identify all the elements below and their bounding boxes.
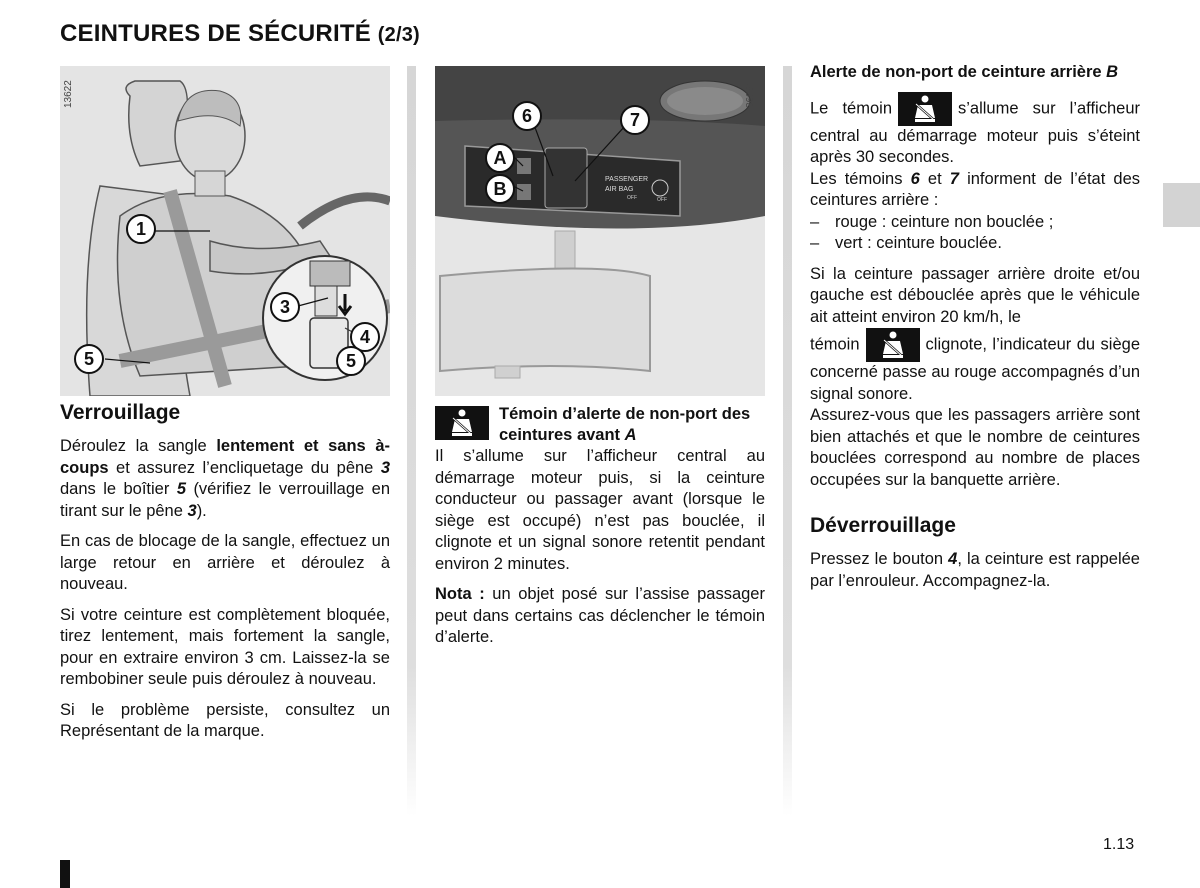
text: un objet posé sur l’assise passager peut dans certains cas déclencher le témoin d’alerte.: [435, 585, 765, 646]
rear-alert-heading: [810, 62, 1140, 84]
text-bold: lentement et sans à-coups: [60, 437, 391, 477]
callout-3: 3: [270, 292, 300, 322]
text: informent de l’état des ceintures arrière :: [810, 169, 1140, 209]
console-illustration: [435, 66, 765, 396]
text: s’allume sur l’afficheur central au démarrage moteur puis s’éteint après 30 secondes.: [810, 98, 1140, 166]
ref-A: A: [624, 426, 637, 444]
text: ).: [196, 501, 207, 520]
paragraph: [810, 92, 1140, 169]
text: Déroulez la sangle: [60, 437, 217, 455]
page-number: 1.13: [1103, 836, 1135, 853]
panel-text-passenger: PASSENGER: [605, 176, 649, 183]
ref-7: 7: [949, 169, 959, 188]
heading-deverrouillage: Déverrouillage: [810, 514, 956, 537]
page-title: [60, 20, 420, 48]
seatbelt-warning-icon: [866, 328, 920, 362]
text: rouge : ceinture non bouclée ;: [835, 212, 1054, 231]
panel-text-off: OFF: [657, 197, 667, 203]
ref-3: 3: [187, 501, 197, 520]
text: Les témoins: [810, 169, 911, 188]
text: dans le boîtier: [60, 480, 177, 498]
column-2: [435, 404, 765, 658]
paragraph: Si la ceinture passager arrière droite et/ou gauche est débouclée après que le véhicule ait atteint environ 20 km/h, le: [810, 264, 1140, 326]
callout-A: A: [485, 143, 515, 173]
callout-B: B: [485, 174, 515, 204]
list-item: [810, 212, 1140, 234]
paragraph: Il s’allume sur l’afficheur central au démarrage moteur puis, si la ceinture conducteur ou passager avant (lorsque le siège est occupé) n’est pas bouclée, il clignote et un signal sonore retentit pendant environ 2 minutes.: [435, 447, 765, 573]
ref-B: B: [1106, 63, 1119, 81]
nota-label: Nota :: [435, 585, 485, 603]
column-divider: [783, 66, 792, 816]
bullet-dash: –: [810, 212, 820, 231]
bullet-dash: –: [810, 234, 820, 252]
text: clignote, l’indicateur du siège concerné passe au rouge accompagnés d’un signal sonore.: [810, 335, 1140, 403]
text: Alerte de non-port de ceinture arrière: [810, 63, 1107, 81]
seatbelt-warning-icon: [435, 406, 489, 440]
paragraph: [810, 549, 1140, 592]
figure-seatbelt-driver: [60, 66, 390, 396]
paragraph: [810, 169, 1140, 212]
column-1: [60, 400, 390, 752]
text: , la ceinture est rappelée par l’enrouleur. Accompagnez-la.: [810, 550, 1140, 590]
heading-verrouillage: Verrouillage: [60, 401, 181, 424]
title-text: CEINTURES DE SÉCURITÉ: [60, 20, 371, 47]
text: et assurez l’encliquetage du pêne: [108, 458, 381, 477]
text: vert : ceinture bouclée.: [835, 234, 1002, 252]
figure-overhead-console: [435, 66, 765, 396]
callout-5: 5: [74, 344, 104, 374]
ref-6: 6: [910, 169, 920, 188]
paragraph: En cas de blocage de la sangle, effectuez un large retour en arrière et déroulez à nouveau.: [60, 532, 390, 593]
text: Le témoin: [810, 98, 892, 117]
list-item: [810, 233, 1140, 255]
text: témoin: [810, 335, 860, 354]
callout-7: 7: [620, 105, 650, 135]
figure-reference: 36981: [745, 80, 756, 108]
paragraph: [435, 584, 765, 649]
ref-5: 5: [176, 480, 186, 498]
column-3: [810, 62, 1140, 601]
paragraph: [810, 328, 1140, 405]
callout-1: 1: [126, 214, 156, 244]
panel-text-off: OFF: [627, 195, 637, 201]
callout-6: 6: [512, 101, 542, 131]
text: (vérifiez le verrouillage en tirant sur le pêne: [60, 480, 391, 520]
paragraph: Si le problème persiste, consultez un Représentant de la marque.: [60, 700, 390, 740]
figure-reference: 13622: [63, 80, 74, 108]
ref-4: 4: [948, 550, 958, 568]
chapter-tab: [1163, 183, 1200, 227]
text: Pressez le bouton: [810, 550, 949, 568]
column-divider: [407, 66, 416, 816]
paragraph: [60, 436, 390, 522]
text: Témoin d’alerte de non-port des ceintures avant: [499, 405, 751, 444]
ref-3: 3: [380, 458, 390, 477]
panel-text-airbag: AIR BAG: [605, 186, 634, 193]
paragraph: Assurez-vous que les passagers arrière sont bien attachés et que le nombre de ceintures bouclées correspond au nombre de places occupées sur la banquette arrière.: [810, 406, 1140, 489]
seatbelt-warning-icon: [898, 92, 952, 126]
warning-heading-block: [435, 404, 765, 446]
text: et: [919, 169, 950, 188]
callout-5: 5: [336, 346, 366, 376]
callout-4: 4: [350, 322, 380, 352]
paragraph: Si votre ceinture est complètement bloquée, tirez lentement, mais fortement la sangle, pour en extraire environ 3 cm. Laissez-la se rembobiner seule puis déroulez à nouveau.: [60, 605, 390, 688]
title-part: (2/3): [377, 24, 420, 46]
driver-illustration: [60, 66, 390, 396]
corner-mark: [60, 860, 70, 888]
